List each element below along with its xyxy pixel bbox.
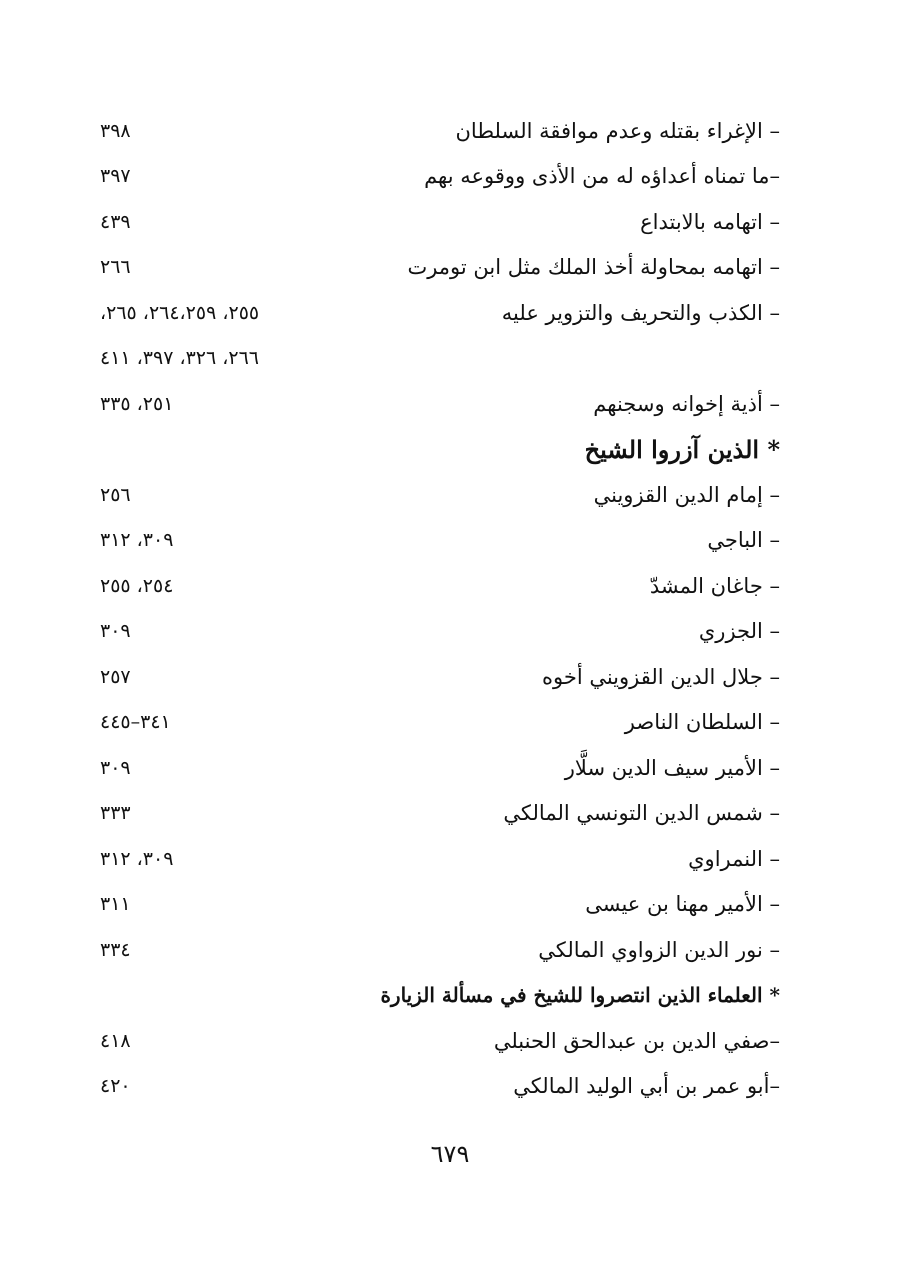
index-row (100, 1064, 780, 1110)
index-entry: – نور الدين الزواوي المالكي (538, 937, 780, 962)
page-refs: ٣٠٩، ٣١٢ (100, 529, 174, 552)
index-entry: – الإغراء بقتله وعدم موافقة السلطان (455, 118, 780, 143)
page-refs: ٣٩٨ (100, 119, 131, 142)
page-refs: ٢٥٥، ٢٦٤،٢٥٩، ٢٦٥، (100, 301, 260, 324)
page-refs: ٤٢٠ (100, 1075, 131, 1098)
page-refs: ٤١٨ (100, 1029, 131, 1052)
index-row (100, 836, 780, 882)
index-row (100, 154, 780, 200)
index-entry: – اتهامه بمحاولة أخذ الملك مثل ابن تومرت (407, 255, 780, 280)
index-row (100, 700, 780, 746)
index-row (100, 1018, 780, 1064)
index-entry: – شمس الدين التونسي المالكي (503, 801, 780, 826)
page-refs: ٣٤١–٤٤٥ (100, 711, 171, 734)
index-row (100, 245, 780, 291)
index-row-continuation (100, 336, 780, 382)
page-refs: ٣٠٩ (100, 620, 131, 643)
index-entry: – الأمير سيف الدين سلَّار (564, 755, 780, 780)
page-refs: ٢٦٦، ٣٢٦، ٣٩٧، ٤١١ (100, 347, 260, 370)
index-entry: – الأمير مهنا بن عيسى (585, 892, 780, 917)
index-entry: –أبو عمر بن أبي الوليد المالكي (513, 1074, 780, 1099)
index-entry: – الباجي (707, 528, 780, 553)
index-entry: – جاغان المشدّ (649, 573, 780, 598)
index-row (100, 745, 780, 791)
index-row (100, 518, 780, 564)
index-row (100, 108, 780, 154)
index-row (100, 199, 780, 245)
index-entry: – النمراوي (688, 846, 780, 871)
page-refs: ٢٥١، ٣٣٥ (100, 392, 174, 415)
section-heading: * العلماء الذين انتصروا للشيخ في مسألة الزيارة (380, 983, 780, 1008)
page-refs: ٣٣٤ (100, 938, 131, 961)
index-row (100, 927, 780, 973)
page-refs: ٢٥٧ (100, 665, 131, 688)
page-refs: ٢٥٤، ٢٥٥ (100, 574, 174, 597)
index-row (100, 290, 780, 336)
index-row (100, 609, 780, 655)
page-refs: ٣٠٩ (100, 756, 131, 779)
index-entry: – جلال الدين القزويني أخوه (542, 664, 780, 689)
index-entry: – الجزري (698, 619, 780, 644)
index-entry: –ما تمناه أعداؤه له من الأذى ووقوعه بهم (424, 164, 780, 189)
index-entry: – إمام الدين القزويني (593, 482, 780, 507)
index-row (100, 381, 780, 427)
index-row (100, 472, 780, 518)
page-refs: ٢٦٦ (100, 256, 131, 279)
section-heading: * الذين آزروا الشيخ (584, 434, 780, 464)
index-list (100, 108, 780, 1109)
index-entry: – السلطان الناصر (624, 710, 780, 735)
page-refs: ٣٣٣ (100, 802, 131, 825)
index-entry: – أذية إخوانه وسجنهم (593, 391, 780, 416)
index-entry: – اتهامه بالابتداع (640, 209, 780, 234)
page-refs: ٢٥٦ (100, 483, 131, 506)
page-refs: ٤٣٩ (100, 210, 131, 233)
page-refs: ٣١١ (100, 893, 131, 916)
index-row (100, 563, 780, 609)
index-entry: – الكذب والتحريف والتزوير عليه (501, 300, 780, 325)
index-row (100, 882, 780, 928)
page-refs: ٣٩٧ (100, 165, 131, 188)
page-number: ٦٧٩ (430, 1140, 470, 1168)
index-row (100, 654, 780, 700)
index-entry: –صفي الدين بن عبدالحق الحنبلي (493, 1028, 780, 1053)
section-heading-row (100, 973, 780, 1019)
index-row (100, 791, 780, 837)
section-heading-row (100, 427, 780, 473)
page-refs: ٣٠٩، ٣١٢ (100, 847, 174, 870)
